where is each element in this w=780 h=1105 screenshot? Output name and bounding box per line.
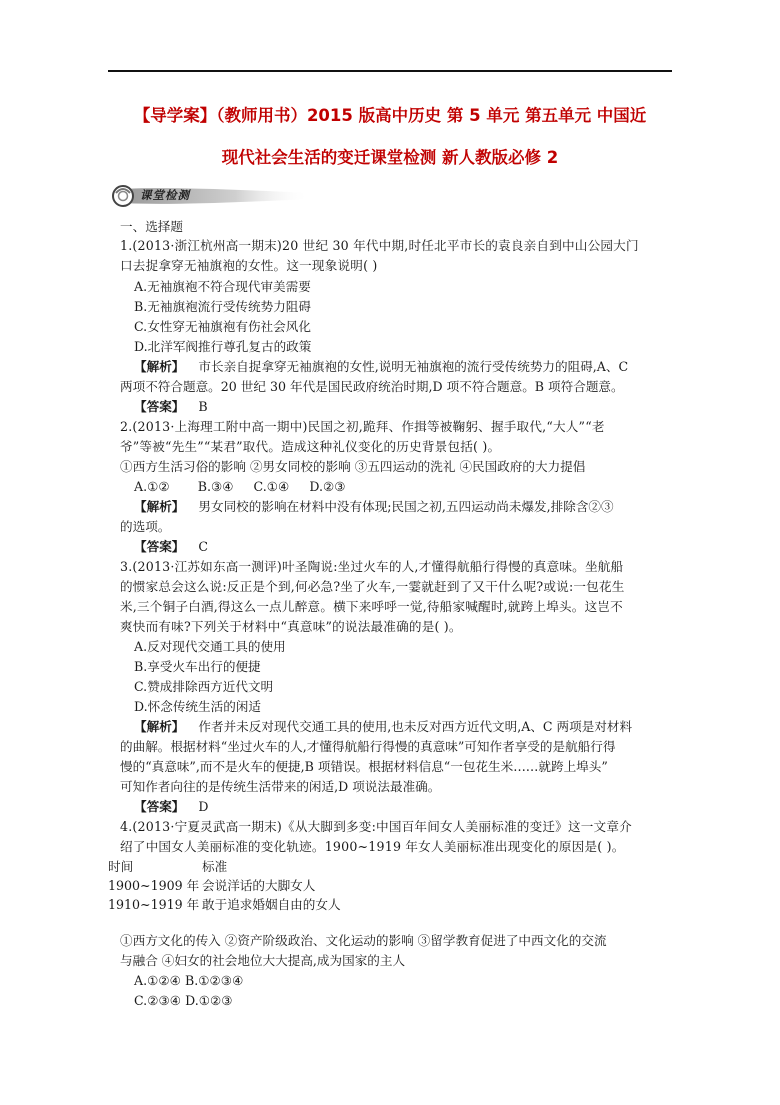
q1-option-c: C.女性穿无袖旗袍有伤社会风化 <box>134 319 311 334</box>
q1-analysis-line-2: 两项不符合题意。20 世纪 30 年代是国民政府统治时期,D 项不符合题意。B 项符合题意。 <box>120 379 624 394</box>
banner-label: 课堂检测 <box>140 188 190 202</box>
q2-analysis-text-1: 男女同校的影响在材料中没有体现;民国之初,五四运动尚未爆发,排除含②③ <box>198 499 614 514</box>
q3-analysis-text-1: 作者并未反对现代交通工具的使用,也未反对西方近代文明,A、C 两项是对材料 <box>198 719 633 734</box>
q1-analysis-text-1: 市长亲自捉拿穿无袖旗袍的女性,说明无袖旗袍的流行受传统势力的阻碍,A、C <box>198 359 629 374</box>
q2-analysis-line-2: 的选项。 <box>120 519 171 534</box>
q2-stem-1: 2.(2013·上海理工附中高一期中)民国之初,跪拜、作揖等被鞠躬、握手取代,“大人”“老 <box>120 419 605 434</box>
q3-stem-4: 爽快而有味?下列关于材料中“真意味”的说法最准确的是( )。 <box>120 619 462 634</box>
section-heading: 一、选择题 <box>120 219 183 234</box>
q2-answer-value: C <box>198 539 209 554</box>
q4-table-row-1-time: 1900~1909 年 <box>108 878 200 893</box>
q3-analysis-line-3: 慢的“真意味”,而不是火车的便捷,B 项错误。根据材料信息“一包花生米……就跨上埠头” <box>120 759 608 774</box>
q4-stem-2: 绍了中国女人美丽标准的变化轨迹。1900~1919 年女人美丽标准出现变化的原因是( )。 <box>120 839 625 854</box>
q3-answer <box>134 798 208 816</box>
q1-analysis-line-1 <box>134 358 628 376</box>
q2-analysis-tag: 【解析】 <box>134 499 185 514</box>
q3-answer-tag: 【答案】 <box>134 799 185 814</box>
q2-analysis-line-1 <box>134 498 614 516</box>
q2-options: A.①② B.③④ C.①④ D.②③ <box>134 479 346 494</box>
q4-table-row-2-time: 1910~1919 年 <box>108 897 200 912</box>
q1-stem-1: 1.(2013·浙江杭州高一期末)20 世纪 30 年代中期,时任北平市长的袁良亲自到中山公园大门 <box>120 238 639 253</box>
q4-choices-2: 与融合 ④妇女的社会地位大大提高,成为国家的主人 <box>120 953 406 968</box>
q4-options-ab: A.①②④ B.①②③④ <box>134 973 244 988</box>
q3-option-c: C.赞成排除西方近代文明 <box>134 679 274 694</box>
section-banner <box>110 184 330 208</box>
q3-stem-2: 的惯家总会这么说:反正是个到,何必急?坐了火车,一霎就赶到了又干什么呢?或说:一包花生 <box>120 579 625 594</box>
q4-table-row-2-standard: 敢于追求婚姻自由的女人 <box>202 897 341 912</box>
header-rule <box>108 70 672 72</box>
q1-option-d: D.北洋军阀推行尊孔复古的政策 <box>134 339 312 354</box>
q4-stem-1: 4.(2013·宁夏灵武高一期末)《从大脚到多变:中国百年间女人美丽标准的变迁》这一文章介 <box>120 819 632 834</box>
q3-option-d: D.怀念传统生活的闲适 <box>134 699 261 714</box>
q2-answer-tag: 【答案】 <box>134 539 185 554</box>
q4-table-row-1-standard: 会说洋话的大脚女人 <box>202 878 316 893</box>
q3-stem-3: 米,三个铜子白酒,得这么一点儿醉意。横下来呼呼一觉,待船家喊醒时,就跨上埠头。这岂不 <box>120 599 623 614</box>
q3-analysis-line-2: 的曲解。根据材料“坐过火车的人,才懂得航船行得慢的真意味”可知作者享受的是航船行得 <box>120 739 616 754</box>
q4-options-cd: C.②③④ D.①②③ <box>134 993 233 1008</box>
q1-stem-2: 口去捉拿穿无袖旗袍的女性。这一现象说明( ) <box>120 258 378 273</box>
q3-analysis-tag: 【解析】 <box>134 719 185 734</box>
q3-answer-value: D <box>198 799 209 814</box>
q1-option-a: A.无袖旗袍不符合现代审美需要 <box>134 279 311 294</box>
q1-answer-value: B <box>198 399 208 414</box>
q1-analysis-tag: 【解析】 <box>134 359 185 374</box>
q3-option-b: B.享受火车出行的便捷 <box>134 659 261 674</box>
q4-choices-1: ①西方文化的传入 ②资产阶级政治、文化运动的影响 ③留学教育促进了中西文化的交流 <box>120 933 607 948</box>
q3-stem-1: 3.(2013·江苏如东高一测评)叶圣陶说:坐过火车的人,才懂得航船行得慢的真意味。坐航船 <box>120 559 624 574</box>
q3-analysis-line-1 <box>134 718 632 736</box>
q3-analysis-line-4: 可知作者向往的是传统生活带来的闲适,D 项说法最准确。 <box>120 779 441 794</box>
q4-table-header-time: 时间 <box>108 859 134 874</box>
q1-answer <box>134 398 208 416</box>
q2-answer <box>134 538 208 556</box>
q2-stem-3: ①西方生活习俗的影响 ②男女同校的影响 ③五四运动的洗礼 ④民国政府的大力提倡 <box>120 459 586 474</box>
document-title-line-2: 现代社会生活的变迁课堂检测 新人教版必修 2 <box>221 148 559 167</box>
q2-stem-2: 爷”等被“先生”“某君”取代。造成这种礼仪变化的历史背景包括( )。 <box>120 439 501 454</box>
q1-answer-tag: 【答案】 <box>134 399 185 414</box>
q1-option-b: B.无袖旗袍流行受传统势力阻碍 <box>134 299 311 314</box>
document-title-line-1: 【导学案】（教师用书）2015 版高中历史 第 5 单元 第五单元 中国近 <box>133 106 647 125</box>
q4-table-header-standard: 标准 <box>202 859 228 874</box>
q3-option-a: A.反对现代交通工具的使用 <box>134 639 286 654</box>
